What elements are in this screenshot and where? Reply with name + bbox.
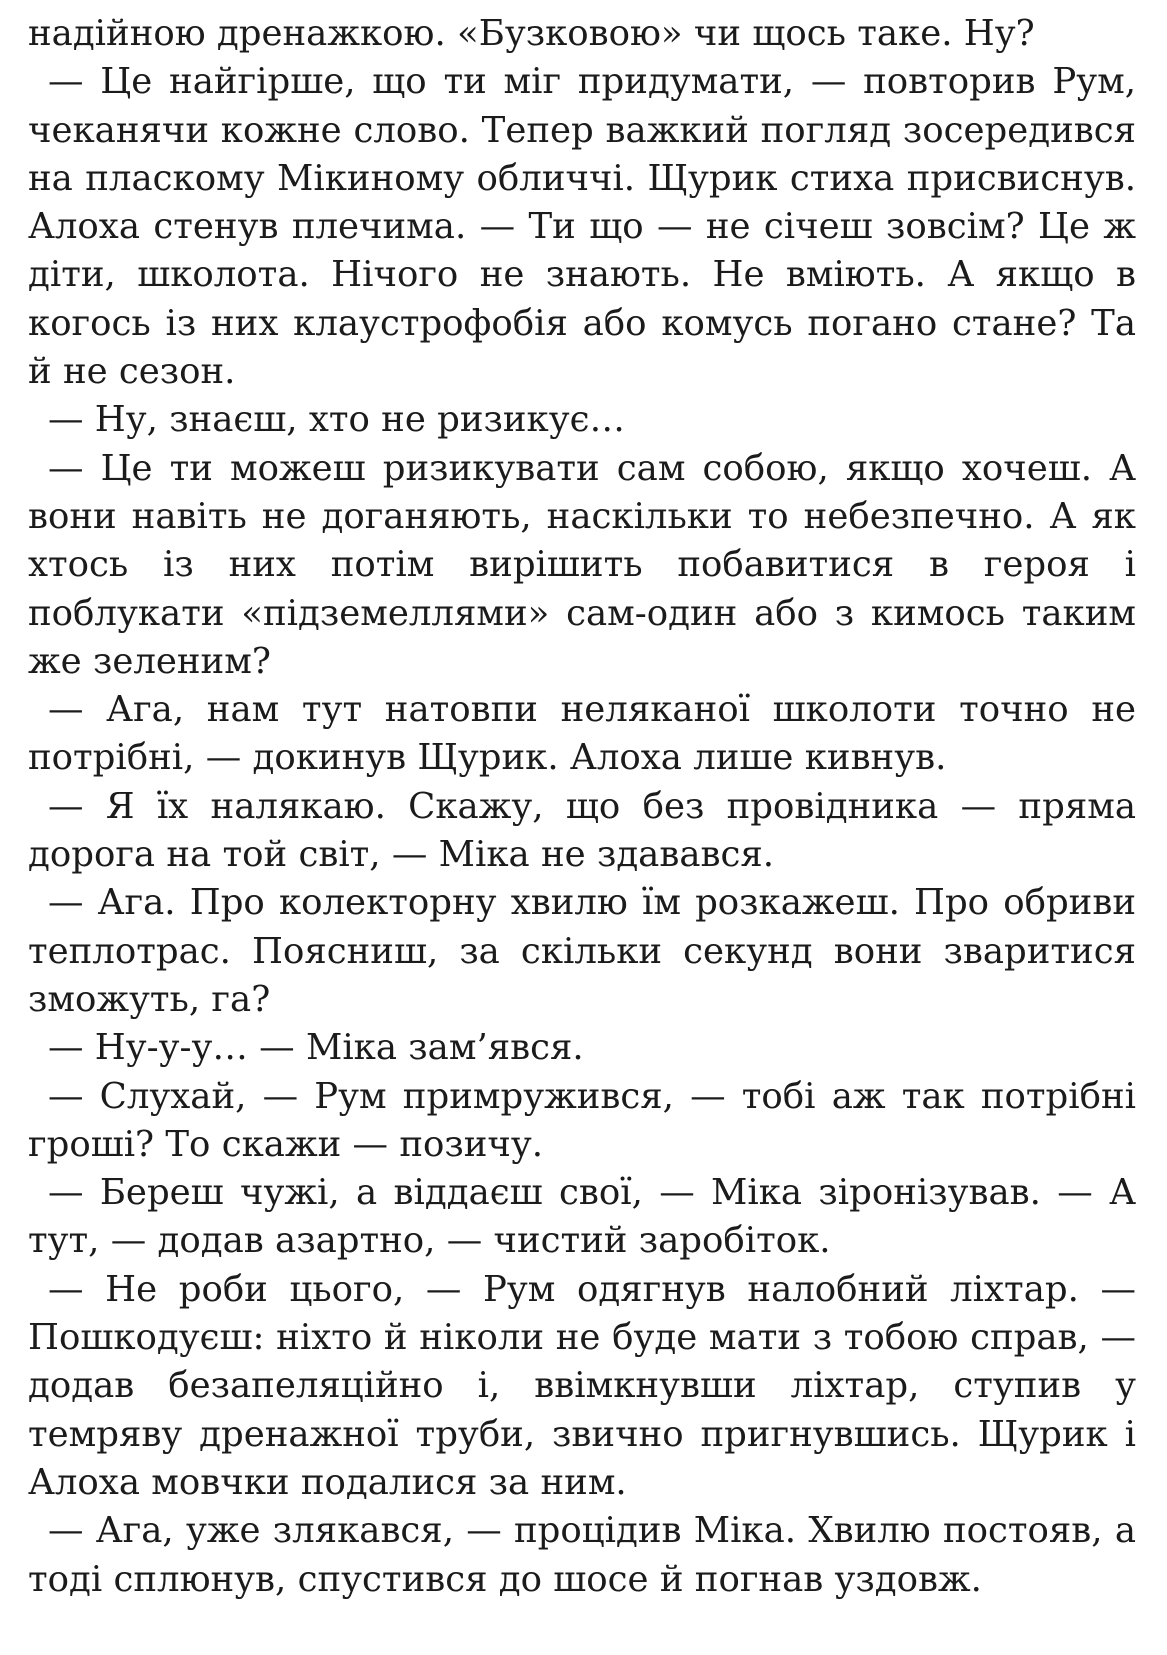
paragraph-5: — Ага, нам тут натовпи неляканої школоти точно не потрібні, — докинув Щурик. Алоха лише кивнув. bbox=[28, 689, 1136, 779]
paragraph-12: — Ага, уже злякався, — процідив Міка. Хвилю постояв, а тоді сплюнув, спустився до шосе й погнав уздовж. bbox=[28, 1510, 1136, 1600]
paragraph-10: — Береш чужі, а віддаєш свої, — Міка зіронізував. — А тут, — додав азартно, — чистий заробіток. bbox=[28, 1172, 1136, 1262]
paragraph-9: — Слухай, — Рум примружився, — тобі аж так потрібні гроші? То скажи — позичу. bbox=[28, 1075, 1136, 1165]
paragraph-11: — Не роби цього, — Рум одягнув налобний ліхтар. — Пошкодуєш: ніхто й ніколи не буде мати з тобою справ, — додав безапеляційно і, ввімкнувши ліхтар, ступив у темряву дренажної труби, звично пригнувшись. Щурик і Алоха мовчки подалися за ним. bbox=[28, 1268, 1136, 1503]
book-page bbox=[28, 10, 1136, 1604]
paragraph-2: — Це найгірше, що ти міг придумати, — повторив Рум, чеканячи кожне слово. Тепер важкий погляд зосередився на пласкому Мікиному обличчі. Щурик стиха присвиснув. Алоха стенув плечима. — Ти що — не січеш зовсім? Це ж діти, школота. Нічого не знають. Не вміють. А якщо в когось із них клаустрофобія або комусь погано стане? Та й не сезон. bbox=[28, 61, 1136, 393]
paragraph-6: — Я їх налякаю. Скажу, що без провідника — пряма дорога на той світ, — Міка не здавався. bbox=[28, 785, 1136, 876]
paragraph-1: надійною дренажкою. «Бузковою» чи щось таке. Ну? bbox=[28, 13, 1035, 54]
paragraph-4: — Це ти можеш ризикувати сам собою, якщо хочеш. А вони навіть не доганяють, наскільки то небезпечно. А як хтось із них потім вирішить побавитися в героя і поблукати «підземеллями» сам-один або з кимось таким же зеленим? bbox=[28, 447, 1136, 682]
paragraph-3: — Ну, знаєш, хто не ризикує… bbox=[48, 399, 625, 441]
paragraph-8: — Ну-у-у… — Міка зам’явся. bbox=[48, 1027, 584, 1069]
paragraph-7: — Ага. Про колекторну хвилю їм розкажеш. Про обриви теплотрас. Поясниш, за скільки секунд вони зваритися зможуть, га? bbox=[28, 882, 1136, 1020]
